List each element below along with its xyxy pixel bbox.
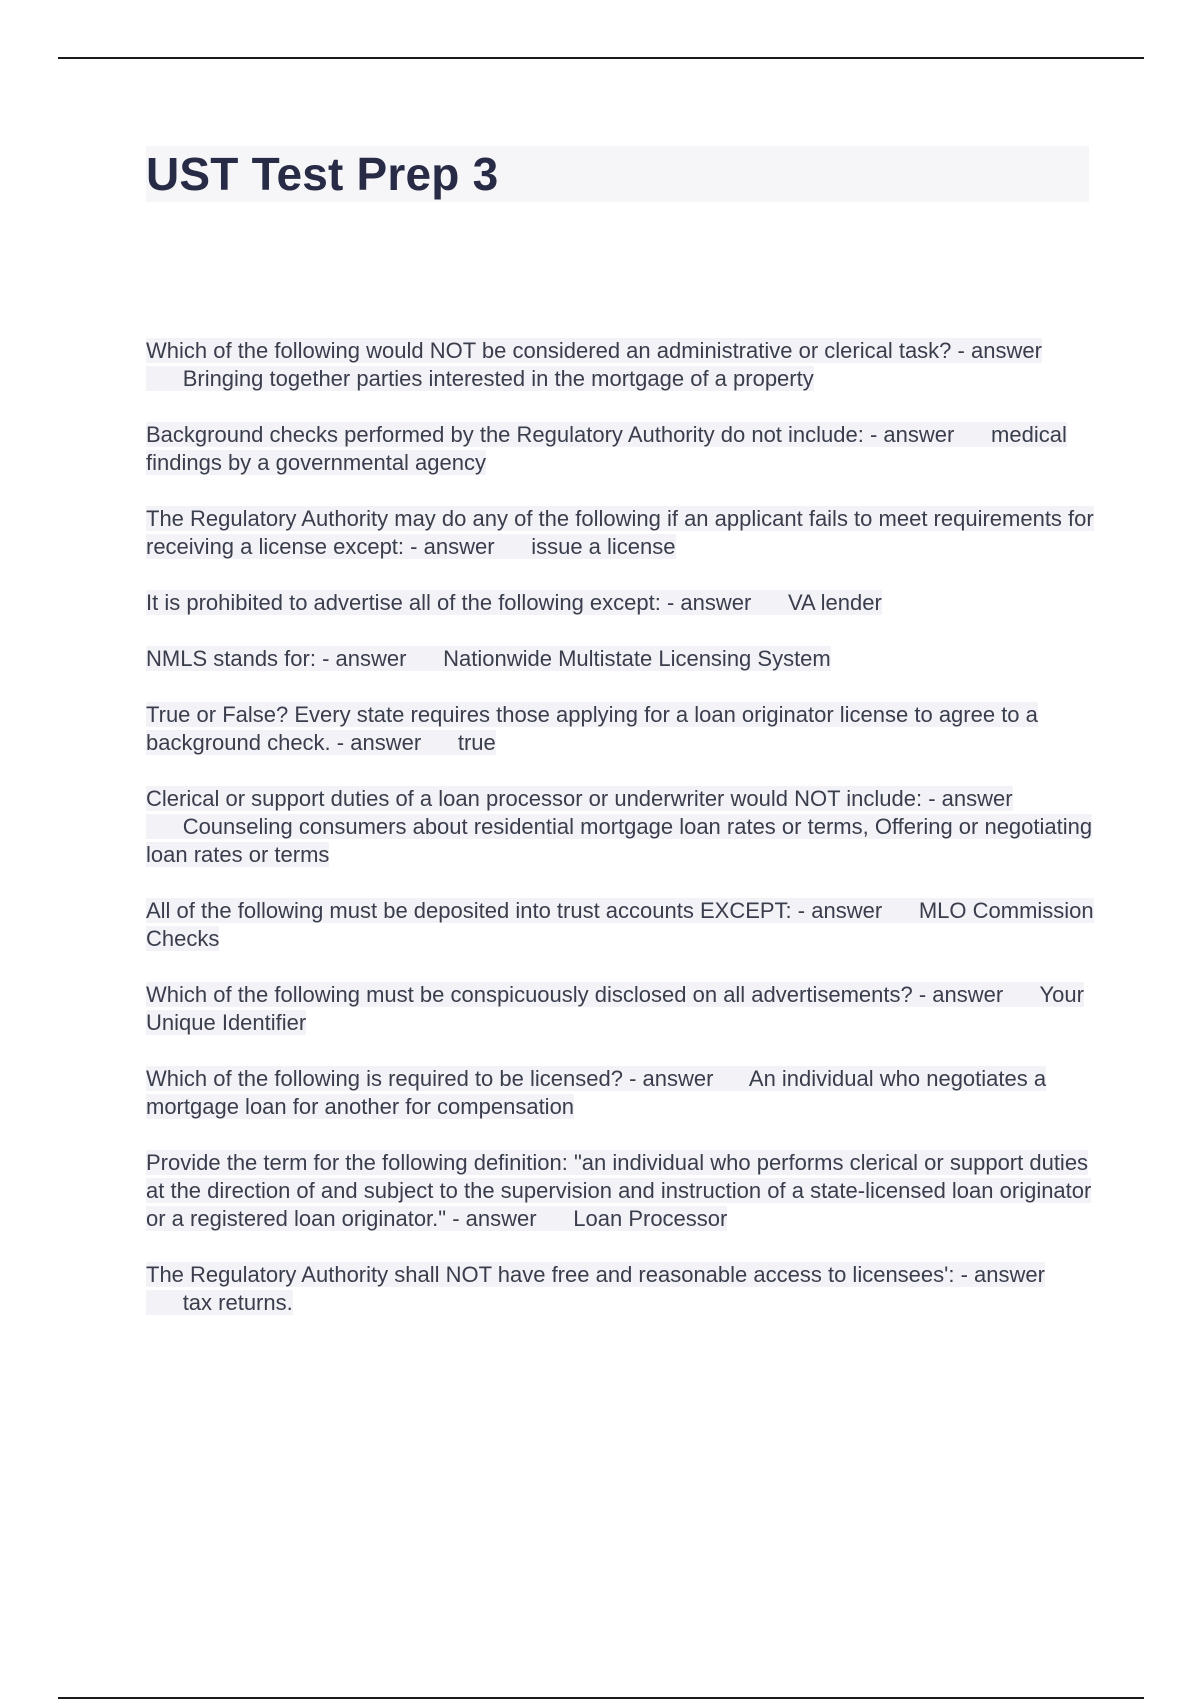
qa-item xyxy=(146,1149,1096,1233)
question-text: The Regulatory Authority shall NOT have free and reasonable access to licensees': xyxy=(146,1262,955,1287)
question-text: NMLS stands for: xyxy=(146,646,316,671)
answer-marker: - answer xyxy=(666,590,752,615)
answer-marker: - answer xyxy=(452,1206,537,1231)
question-text: Which of the following must be conspicuously disclosed on all advertisements? xyxy=(146,982,913,1007)
answer-text: Your Unique Identifier xyxy=(146,982,1084,1035)
qa-item xyxy=(146,1065,1096,1121)
answer-text: An individual who negotiates a mortgage loan for another for compensation xyxy=(146,1066,1047,1119)
answer-marker: - answer xyxy=(869,422,955,447)
qa-item xyxy=(146,645,1096,673)
answer-marker: - answer xyxy=(928,786,1013,811)
answer-text: Nationwide Multistate Licensing System xyxy=(443,646,831,671)
document-title: UST Test Prep 3 xyxy=(146,148,499,200)
bottom-rule xyxy=(58,1697,1144,1699)
question-text: Provide the term for the following definition: "an individual who performs clerical or support duties at the direction of and subject to the supervision and instruction of a state-licensed loan originator or a registered loan originator." xyxy=(146,1150,1092,1231)
qa-item xyxy=(146,421,1096,477)
qa-item xyxy=(146,337,1096,393)
qa-item xyxy=(146,981,1096,1037)
question-text: Which of the following is required to be licensed? xyxy=(146,1066,623,1091)
answer-text: Bringing together parties interested in the mortgage of a property xyxy=(182,366,814,391)
question-text: Background checks performed by the Regulatory Authority do not include: xyxy=(146,422,864,447)
answer-marker: - answer xyxy=(960,1262,1045,1287)
qa-item xyxy=(146,1261,1096,1317)
qa-item xyxy=(146,785,1096,869)
question-text: Clerical or support duties of a loan processor or underwriter would NOT include: xyxy=(146,786,923,811)
answer-text: tax returns. xyxy=(182,1290,293,1315)
answer-marker: - answer xyxy=(410,534,495,559)
answer-text: medical findings by a governmental agency xyxy=(146,422,1067,475)
question-text: It is prohibited to advertise all of the following except: xyxy=(146,590,661,615)
answer-marker: - answer xyxy=(629,1066,714,1091)
answer-text: true xyxy=(457,730,496,755)
qa-list xyxy=(146,337,1096,1345)
answer-text: Loan Processor xyxy=(573,1206,728,1231)
question-text: The Regulatory Authority may do any of the following if an applicant fails to meet requirements for receiving a license except: xyxy=(146,506,1094,559)
question-text: Which of the following would NOT be considered an administrative or clerical task? xyxy=(146,338,952,363)
qa-item xyxy=(146,897,1096,953)
qa-item xyxy=(146,589,1096,617)
answer-text: Counseling consumers about residential mortgage loan rates or terms, Offering or negotiating loan rates or terms xyxy=(146,814,1093,867)
question-text: True or False? Every state requires those applying for a loan originator license to agree to a background check. xyxy=(146,702,1038,755)
answer-marker: - answer xyxy=(918,982,1004,1007)
answer-marker: - answer xyxy=(322,646,407,671)
answer-marker: - answer xyxy=(336,730,422,755)
question-text: All of the following must be deposited into trust accounts EXCEPT: xyxy=(146,898,792,923)
qa-item xyxy=(146,701,1096,757)
answer-text: MLO Commission Checks xyxy=(146,898,1094,951)
answer-text: VA lender xyxy=(788,590,882,615)
answer-marker: - answer xyxy=(797,898,883,923)
answer-text: issue a license xyxy=(531,534,676,559)
answer-marker: - answer xyxy=(957,338,1042,363)
top-rule xyxy=(58,57,1144,59)
qa-item xyxy=(146,505,1096,561)
